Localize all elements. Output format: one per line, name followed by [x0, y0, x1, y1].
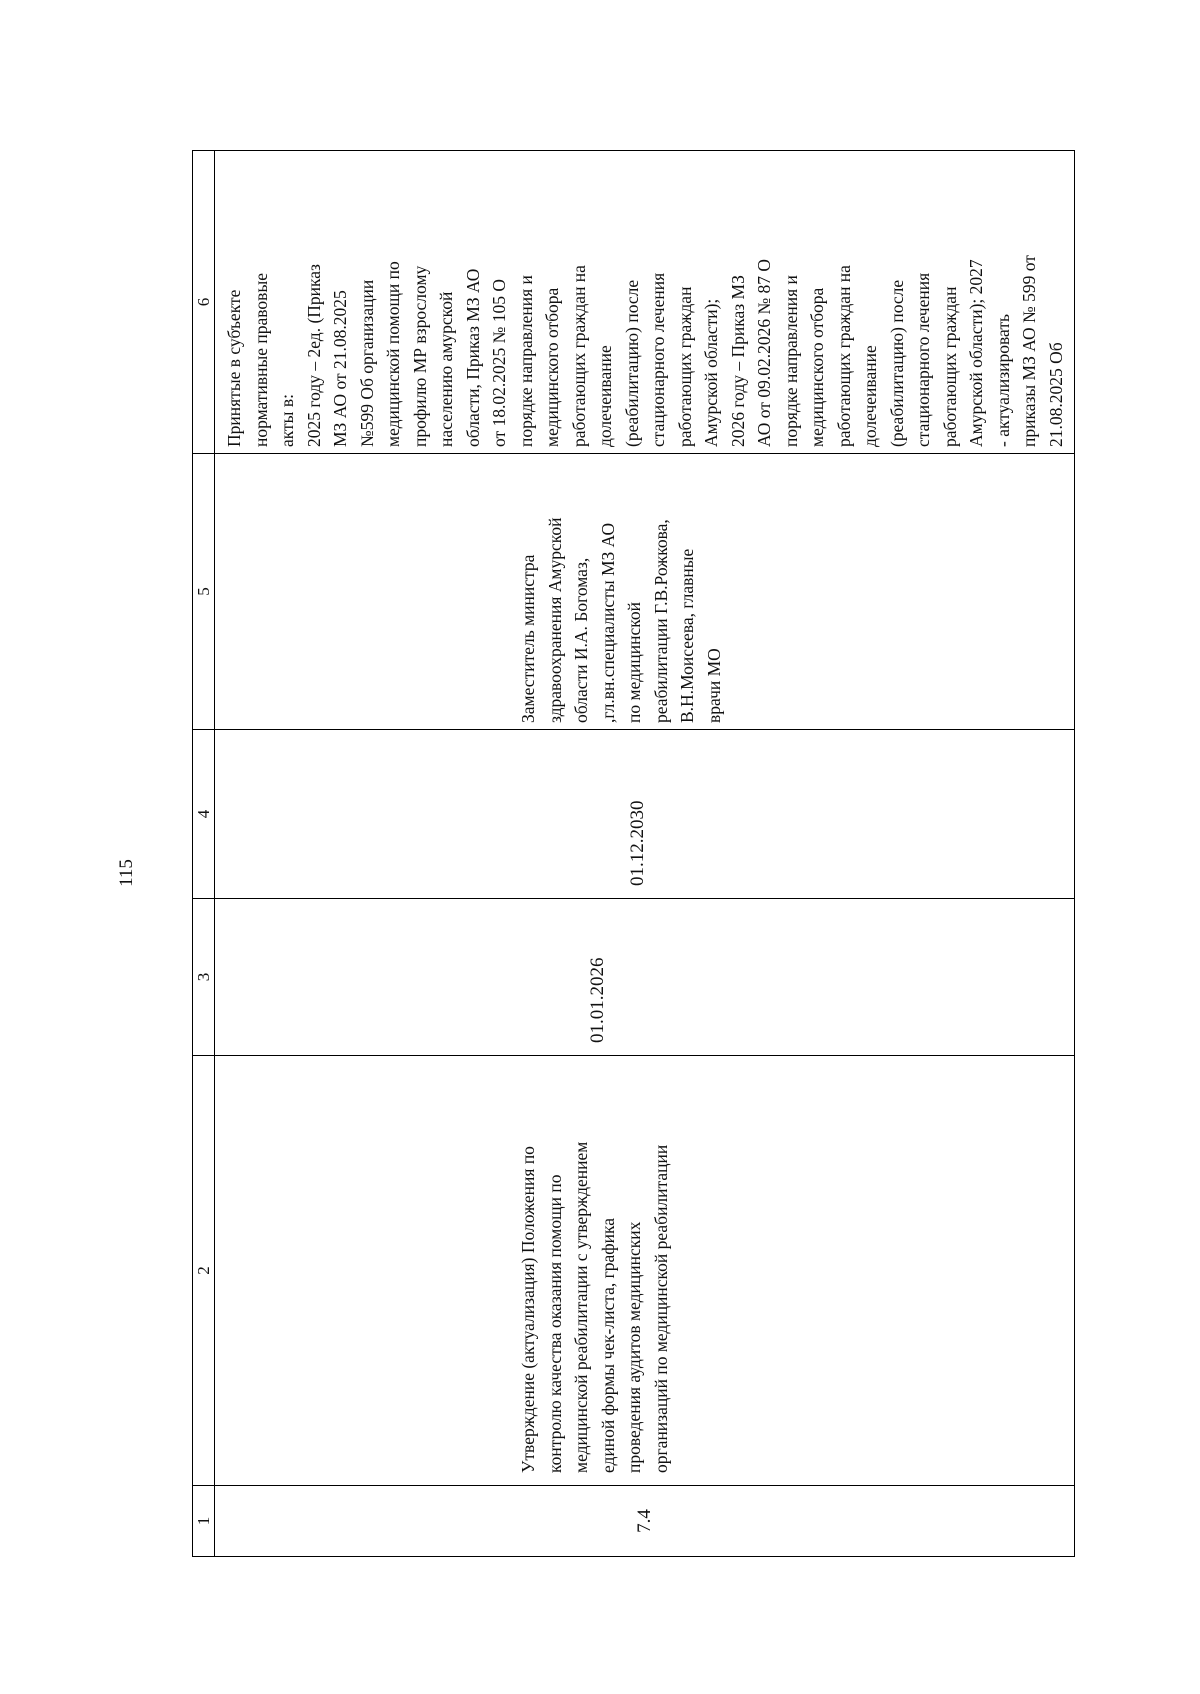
row-number: 7.4: [633, 1509, 655, 1533]
header-col-6: 6: [193, 151, 215, 454]
header-col-2: 2: [193, 1056, 215, 1486]
responsible-text: Заместитель министра здравоохранения Амурской области И.А. Богомаз, ,гл.вн.специалисты МЗ АО по медицинской реабилитации Г.В.Рожкова, В.Н.Моисеева, главные врачи МО: [518, 517, 724, 723]
row-number-cell: [215, 1486, 1075, 1557]
header-col-4: 4: [193, 730, 215, 899]
result-cell: [215, 151, 1075, 454]
end-date: 01.12.2030: [627, 800, 648, 886]
table-row: [215, 151, 1075, 1557]
description-text: Утверждение (актуализация) Положения по контролю качества оказания помощи по медицинской реабилитации с утверждением единой формы чек-листа, графика проведения аудитов медицинских организаций по медицинской реабилитации: [518, 1141, 671, 1473]
header-col-3: 3: [193, 899, 215, 1056]
result-text: Принятые в субъекте нормативные правовые акты в: 2025 году – 2ед. (Приказ МЗ АО от 21.08.2025 №599 Об организации медицинской помощи по профилю МР взрослому населению амурской области, Приказ МЗ АО от 18.02.2025 № 105 О порядке направления и медицинского отбора работающих граждан на долечеивание (реабилитацию) после стационарного лечения работающих граждан Амурской области); 2026 году – Приказ МЗ АО от 09.02.2026 № 87 О порядке направления и медицинского отбора работающих граждан на долечеивание (реабилитацию) после стационарного лечения работающих граждан Амурской области); 2027 - актуализировать приказы МЗ АО № 599 от 21.08.2025 Об: [224, 255, 1066, 447]
header-col-5: 5: [193, 454, 215, 730]
start-date: 01.01.2026: [587, 957, 608, 1043]
end-date-cell: [215, 730, 1075, 899]
page-number: 115: [116, 859, 137, 887]
rotated-page-content: [192, 151, 1075, 1557]
header-row: [193, 151, 215, 1557]
header-col-1: 1: [193, 1486, 215, 1557]
start-date-cell: [215, 899, 1075, 1056]
plan-table: [192, 150, 1075, 1557]
description-cell: [215, 1056, 1075, 1486]
responsible-cell: [215, 454, 1075, 730]
